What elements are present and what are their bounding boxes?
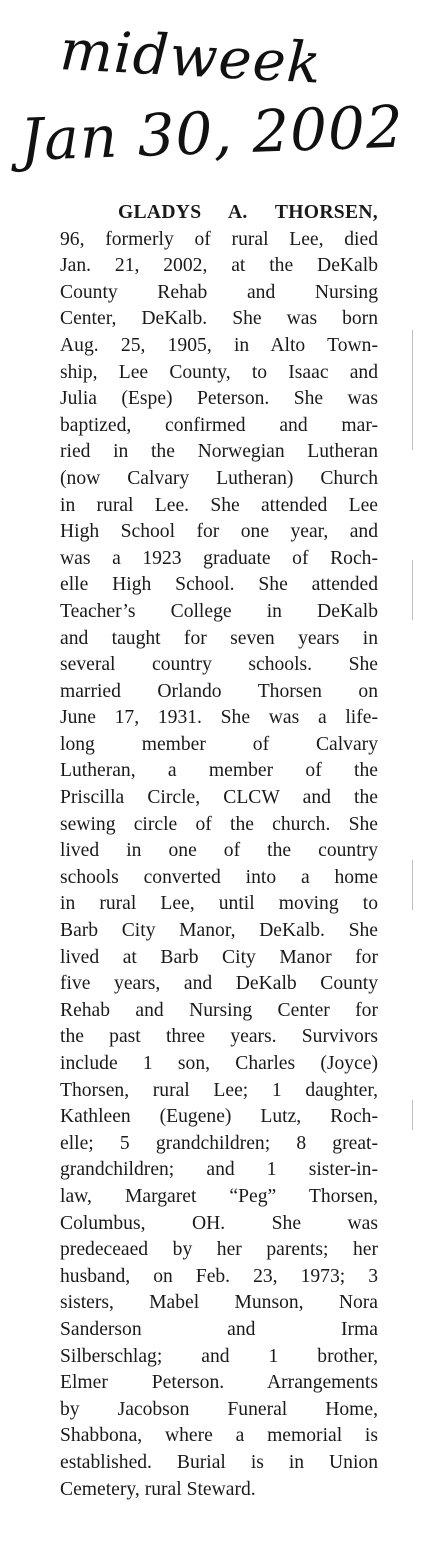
column-edge-mark [412,860,413,910]
obituary-line: Teacher’s College in DeKalb [60,600,378,622]
column-edge-mark [412,1100,413,1130]
obituary-line: (now Calvary Lutheran) Church [60,467,378,489]
obituary-line: include 1 son, Charles (Joyce) [60,1053,378,1074]
obituary-line: County Rehab and Nursing [60,281,378,303]
handwritten-date: Jan 30, 2002 [18,92,405,174]
obituary-line: five years, and DeKalb County [60,973,378,995]
obituary-line: Lutheran, a member of the [60,760,378,782]
obituary-line: in rural Lee. She attended Lee [60,494,378,516]
obituary-line: Cemetery, rural Steward. [60,1478,256,1500]
obituary-line: Sanderson and Irma [60,1318,378,1340]
obituary-line: sewing circle of the church. She [60,813,378,835]
obituary-line: baptized, confirmed and mar- [60,414,378,436]
obituary-line: ried in the Norwegian Lutheran [60,441,378,463]
obituary-line: elle High School. She attended [60,574,378,596]
obituary-line: Barb City Manor, DeKalb. She [60,920,378,942]
obituary-line: was a 1923 graduate of Roch- [60,547,378,569]
column-edge-mark [412,560,413,620]
obituary-line: Shabbona, where a memorial is [60,1425,378,1447]
obituary-line: Thorsen, rural Lee; 1 daughter, [60,1079,378,1101]
obituary-line: predeceaed by her parents; her [60,1239,378,1261]
obituary-line: Julia (Espe) Peterson. She was [60,388,378,410]
obituary-line: Jan. 21, 2002, at the DeKalb [60,255,378,277]
obituary-line: Aug. 25, 1905, in Alto Town- [60,334,378,356]
handwritten-note [20,18,420,198]
column-edge-mark [412,330,413,450]
obituary-line: by Jacobson Funeral Home, [60,1398,378,1420]
obituary-line: and taught for seven years in [60,627,378,649]
obituary-line: Columbus, OH. She was [60,1212,378,1234]
obituary-line: in rural Lee, until moving to [60,893,378,915]
obituary-line: lived at Barb City Manor for [60,946,378,968]
obituary-line: married Orlando Thorsen on [60,680,378,702]
obituary-line: Silberschlag; and 1 brother, [60,1345,378,1367]
obituary-line: Kathleen (Eugene) Lutz, Roch- [60,1106,378,1128]
obituary-line: husband, on Feb. 23, 1973; 3 [60,1265,378,1287]
obituary-line: sisters, Mabel Munson, Nora [60,1292,378,1314]
obituary-line: established. Burial is in Union [60,1451,378,1473]
obituary-line: long member of Calvary [60,733,378,755]
obituary-line: Center, DeKalb. She was born [60,308,378,330]
obituary-line: Rehab and Nursing Center for [60,999,378,1021]
obituary-line: several country schools. She [60,654,378,676]
obituary-name: GLADYS A. THORSEN, [118,202,378,223]
obituary-line: 96, formerly of rural Lee, died [60,228,378,250]
obituary-line: lived in one of the country [60,840,378,862]
obituary-line: June 17, 1931. She was a life- [60,707,378,729]
obituary-line: schools converted into a home [60,866,378,888]
obituary-line: Priscilla Circle, CLCW and the [60,787,378,809]
obituary-article [60,200,378,1503]
obituary-line: the past three years. Survivors [60,1026,378,1048]
handwritten-publication-name: midweek [58,18,324,97]
obituary-line: grandchildren; and 1 sister-in- [60,1159,378,1181]
obituary-line: ship, Lee County, to Isaac and [60,361,378,383]
obituary-first-line [60,200,378,227]
obituary-line: elle; 5 grandchildren; 8 great- [60,1132,378,1154]
obituary-line: High School for one year, and [60,521,378,543]
obituary-line: Elmer Peterson. Arrangements [60,1372,378,1394]
obituary-line: law, Margaret “Peg” Thorsen, [60,1185,378,1207]
